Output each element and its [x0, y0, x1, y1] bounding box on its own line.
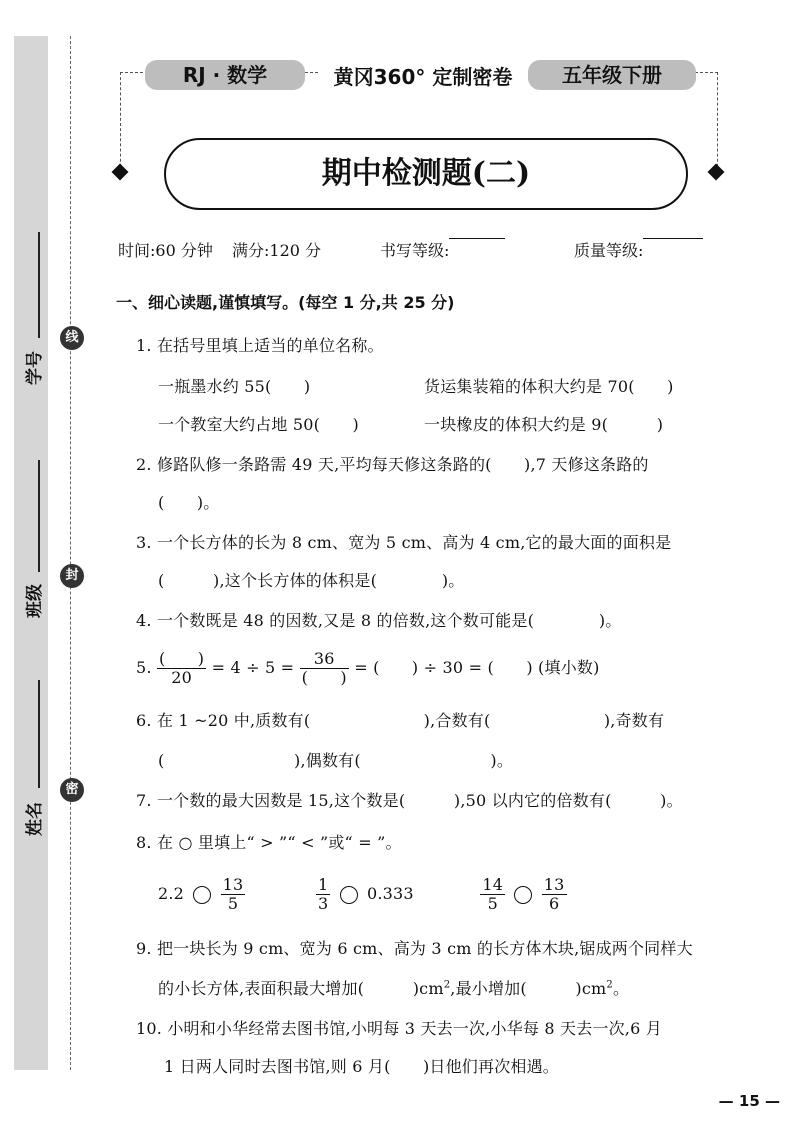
quality-grade-blank[interactable] [643, 238, 703, 239]
q9-line2[interactable]: 的小长方体,表面积最大增加( )$cm^2$,最小增加( )$cm^2$。 [158, 979, 630, 998]
q3-line1[interactable]: 3. 一个长方体的长为 8 cm、宽为 5 cm、高为 4 cm,它的最大面的面积是 [136, 533, 672, 552]
series-text: 黄冈360° 定制密卷 [318, 62, 528, 92]
q5-fraction-1[interactable]: $\frac{( )}{20}$ [158, 649, 205, 687]
compare-circle-b[interactable] [340, 886, 358, 904]
q6-line2[interactable]: ( ),偶数有( )。 [158, 751, 514, 770]
q3-line2[interactable]: ( ),这个长方体的体积是( )。 [158, 571, 465, 590]
q6-line1[interactable]: 6. 在 1 ~20 中,质数有( ),合数有( ),奇数有 [136, 711, 665, 730]
section-title: 一、细心读题,谨慎填写。(每空 1 分,共 25 分) [116, 293, 455, 312]
quality-grade: 质量等级: [574, 238, 643, 261]
q5[interactable]: 5. $\frac{( )}{20}$ = 4 ÷ 5 = $\frac{36}{( )}$ = ( ) ÷ 30 = ( ) (填小数) [136, 649, 600, 687]
score-info: 满分:120 分 [232, 241, 322, 260]
subject-pill: RJ · 数学 [145, 60, 305, 90]
q1-b[interactable]: 货运集装箱的体积大约是 70( ) [424, 377, 674, 396]
q10-line1[interactable]: 10. 小明和小华经常去图书馆,小明每 3 天去一次,小华每 8 天去一次,6 月 [136, 1019, 662, 1038]
q1-stem: 1. 在括号里填上适当的单位名称。 [136, 336, 384, 355]
q10-line2[interactable]: 1 日两人同时去图书馆,则 6 月( )日他们再次相遇。 [164, 1057, 559, 1076]
binding-strip [14, 36, 48, 1070]
badge-line: 线 [60, 326, 84, 350]
writing-grade: 书写等级: [380, 238, 449, 261]
q2-line2[interactable]: ( )。 [158, 493, 220, 512]
compare-circle-c[interactable] [514, 886, 532, 904]
q2-line1[interactable]: 2. 修路队修一条路需 49 天,平均每天修这条路的( ),7 天修这条路的 [136, 455, 649, 474]
compare-circle-a[interactable] [193, 886, 211, 904]
time-info: 时间:60 分钟 [118, 241, 213, 260]
q5-fraction-2[interactable]: $\frac{36}{( )}$ [301, 649, 347, 687]
student-id-blank[interactable] [38, 232, 40, 338]
q7[interactable]: 7. 一个数的最大因数是 15,这个数是( ),50 以内它的倍数有( )。 [136, 791, 683, 810]
page-number: — 15 — [718, 1092, 780, 1110]
grade-pill: 五年级下册 [528, 60, 696, 90]
q9-line1[interactable]: 9. 把一块长为 9 cm、宽为 6 cm、高为 3 cm 的长方体木块,锯成两个同样大 [136, 939, 693, 958]
cut-line [70, 36, 71, 1070]
q8-items[interactable]: 2.2 $\frac{13}{5}$ $\frac{1}{3}$ 0.333 $\frac{14}{5}$ $\frac{13}{6}$ [158, 875, 565, 913]
q4[interactable]: 4. 一个数既是 48 的因数,又是 8 的倍数,这个数可能是( )。 [136, 611, 622, 630]
q1-a[interactable]: 一瓶墨水约 55( ) [158, 377, 311, 396]
q1-c[interactable]: 一个教室大约占地 50( ) [158, 415, 359, 434]
badge-seal: 封 [60, 564, 84, 588]
q8-stem: 8. 在 ○ 里填上“ > ”“ < ”或“ = ”。 [136, 833, 402, 852]
page-title: 期中检测题(二) [164, 138, 688, 210]
writing-grade-blank[interactable] [449, 238, 505, 239]
class-blank[interactable] [38, 460, 40, 572]
q1-d[interactable]: 一块橡皮的体积大约是 9( ) [424, 415, 664, 434]
badge-secret: 密 [60, 778, 84, 802]
name-blank[interactable] [38, 680, 40, 788]
